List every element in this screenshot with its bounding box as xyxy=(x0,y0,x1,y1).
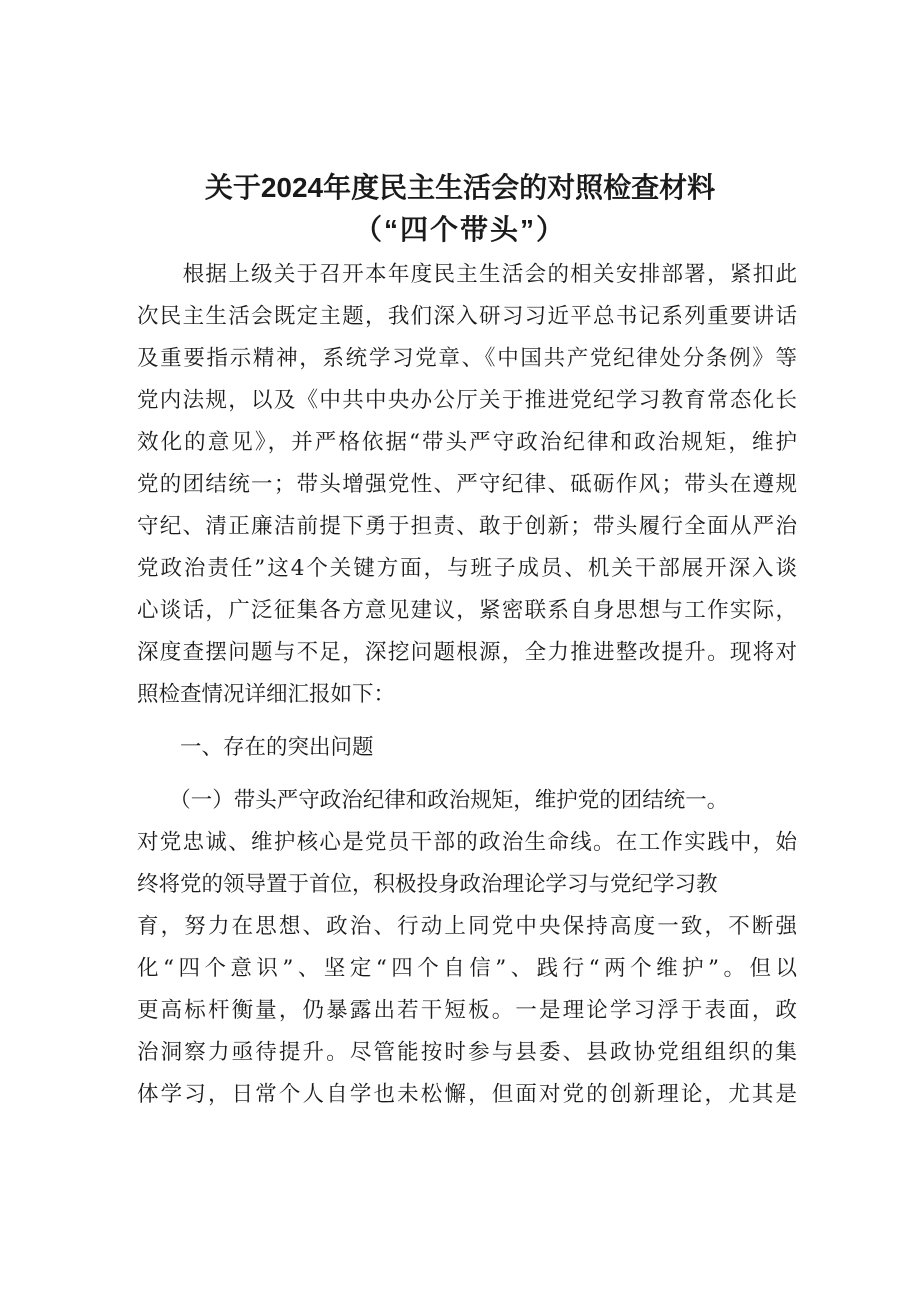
body-line: 效化的意见》，并严格依据“带头严守政治纪律和政治规矩，维护 xyxy=(137,430,797,455)
body-line: 守纪、清正廉洁前提下勇于担责、敢于创新；带头履行全面从严治 xyxy=(137,514,797,539)
subsection-heading: （一）带头严守政治纪律和政治规矩，维护党的团结统一。 xyxy=(137,788,729,813)
body-line: 育，努力在思想、政治、行动上同党中央保持高度一致，不断强 xyxy=(137,914,797,939)
body-line: 次民主生活会既定主题，我们深入研习习近平总书记系列重要讲话 xyxy=(137,304,797,329)
body-line: 心谈话，广泛征集各方意见建议，紧密联系自身思想与工作实际， xyxy=(137,598,797,623)
body-line: 党内法规，以及《中共中央办公厅关于推进党纪学习教育常态化长 xyxy=(137,388,797,413)
body-line: 深度查摆问题与不足，深挖问题根源，全力推进整改提升。现将对 xyxy=(137,640,797,665)
body-line: 根据上级关于召开本年度民主生活会的相关安排部署，紧扣此 xyxy=(137,262,797,287)
document-title: 关于2024年度民主生活会的对照检查材料 xyxy=(204,172,716,203)
body-line: 终将党的领导置于首位，积极投身政治理论学习与党纪学习教 xyxy=(137,872,718,897)
body-line: 及重要指示精神，系统学习党章、《中国共产党纪律处分条例》等 xyxy=(137,346,797,371)
body-line: 对党忠诚、维护核心是党员干部的政治生命线。在工作实践中，始 xyxy=(137,830,797,855)
body-line: 治洞察力亟待提升。尽管能按时参与县委、县政协党组组织的集 xyxy=(137,1040,797,1065)
body-line: 照检查情况详细汇报如下： xyxy=(137,682,396,707)
body-line: 党的团结统一；带头增强党性、严守纪律、砥砺作风；带头在遵规 xyxy=(137,472,797,497)
body-line: 体学习，日常个人自学也未松懈，但面对党的创新理论，尤其是 xyxy=(137,1082,797,1107)
body-line: 党政治责任”这4个关键方面，与班子成员、机关干部展开深入谈 xyxy=(137,556,797,581)
body-line: 更高标杆衡量，仍暴露出若干短板。一是理论学习浮于表面，政 xyxy=(137,998,797,1023)
body-line: 化“四个意识”、坚定“四个自信”、践行“两个维护”。但以 xyxy=(137,956,797,981)
section-heading: 一、存在的突出问题 xyxy=(137,735,374,760)
document-subtitle: （“四个带头”） xyxy=(353,214,566,245)
